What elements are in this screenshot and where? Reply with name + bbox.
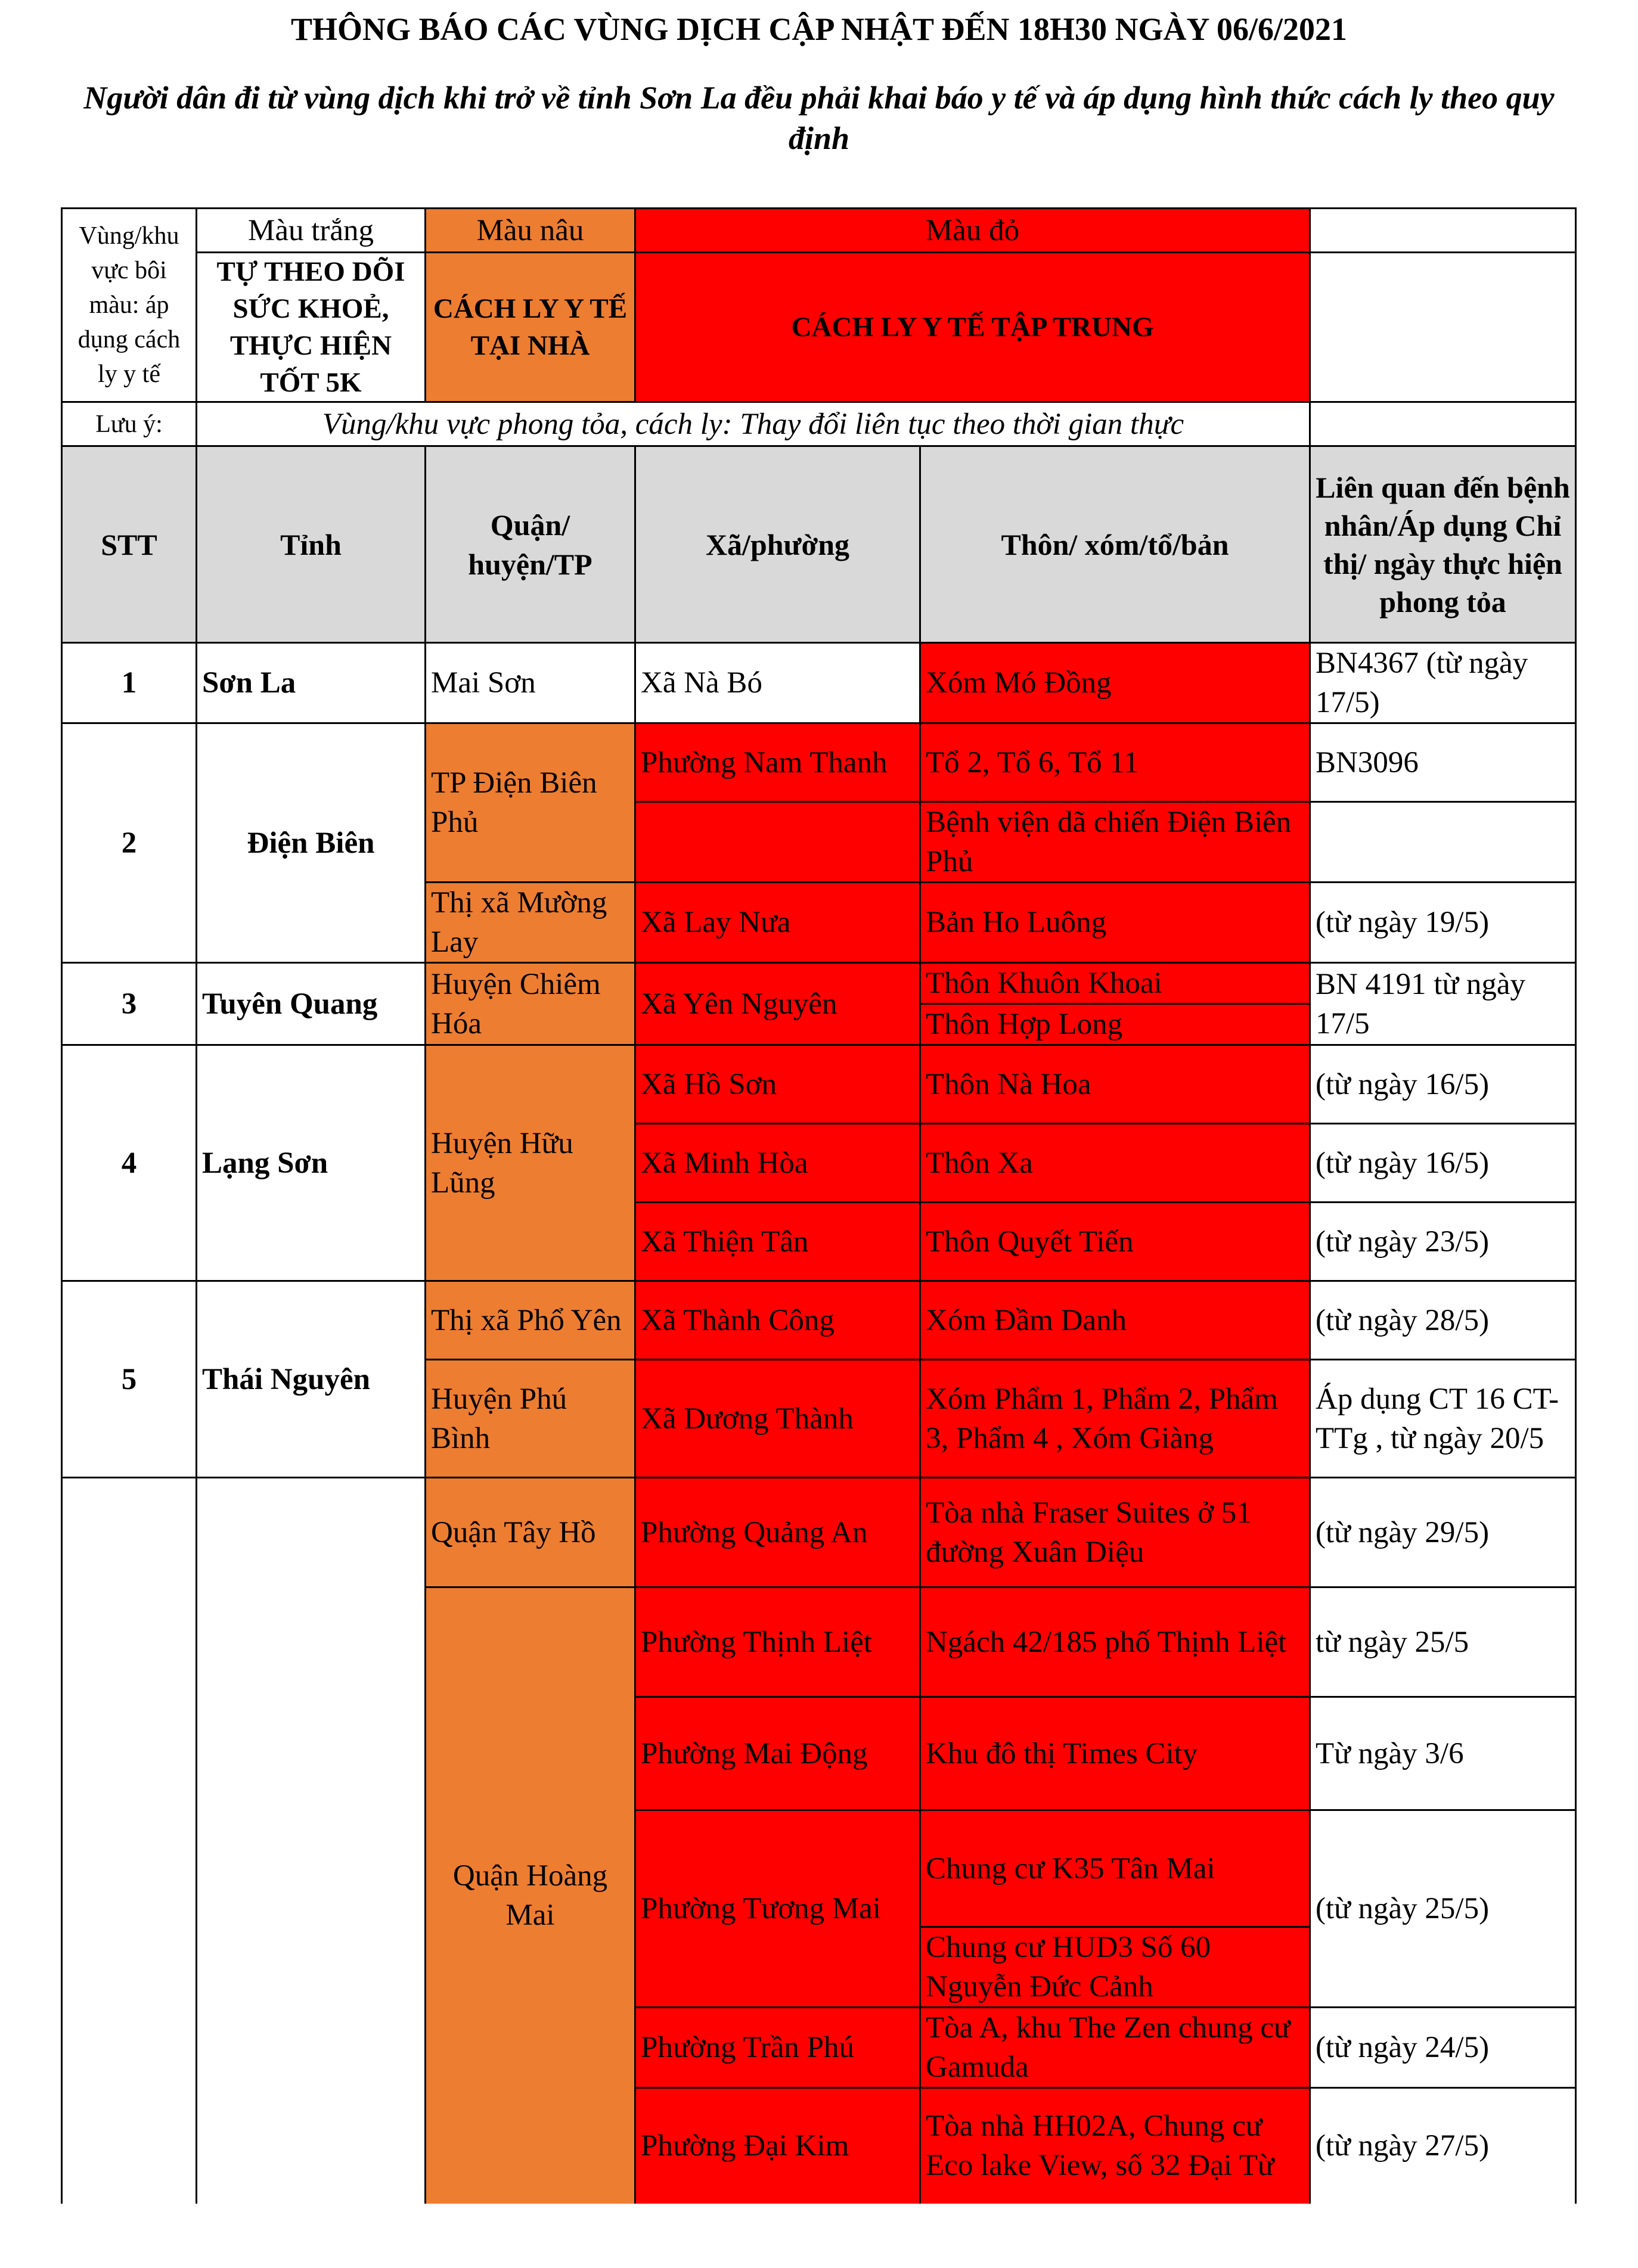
- related-cell: (từ ngày 16/5): [1310, 1045, 1576, 1124]
- legend-empty-cell: [1310, 209, 1576, 253]
- commune-cell: Xã Dương Thành: [635, 1360, 920, 1478]
- village-cell: Chung cư K35 Tân Mai: [920, 1810, 1310, 1927]
- legend-brown-desc: CÁCH LY Y TẾ TẠI NHÀ: [426, 253, 635, 402]
- commune-cell: Phường Quảng An: [635, 1478, 920, 1587]
- page-subtitle: Người dân đi từ vùng dịch khi trở về tỉnh Sơn La đều phải khai báo y tế và áp dụng hình thức cách ly theo quy định: [83, 80, 1555, 156]
- legend-white-desc: TỰ THEO DÕI SỨC KHOẺ, THỰC HIỆN TỐT 5K: [197, 253, 426, 402]
- commune-cell: Phường Đại Kim: [635, 2088, 920, 2204]
- stt-cell: 4: [62, 1045, 197, 1281]
- commune-cell: Xã Lay Nưa: [635, 883, 920, 963]
- commune-cell: Phường Thịnh Liệt: [635, 1587, 920, 1697]
- header-commune: Xã/phường: [635, 446, 920, 643]
- village-cell: Chung cư HUD3 Số 60 Nguyễn Đức Cảnh: [920, 1927, 1310, 2008]
- province-cell: Tuyên Quang: [197, 963, 426, 1045]
- header-stt: STT: [62, 446, 197, 643]
- village-cell: Thôn Hợp Long: [920, 1004, 1310, 1045]
- province-cell: Lạng Sơn: [197, 1045, 426, 1281]
- legend-label: Vùng/khu vực bôi màu: áp dụng cách ly y tế: [62, 209, 197, 402]
- village-cell: Thôn Khuôn Khoai: [920, 963, 1310, 1004]
- related-cell: (từ ngày 29/5): [1310, 1478, 1576, 1587]
- village-cell: Tòa nhà Fraser Suites ở 51 đường Xuân Diệu: [920, 1478, 1310, 1587]
- stt-cell: 2: [62, 723, 197, 963]
- commune-cell-empty: [635, 802, 920, 883]
- related-cell: BN 4191 từ ngày 17/5: [1310, 963, 1576, 1045]
- village-cell: Xóm Phẩm 1, Phẩm 2, Phẩm 3, Phẩm 4 , Xóm Giàng: [920, 1360, 1310, 1478]
- related-cell: (từ ngày 25/5): [1310, 1810, 1576, 2008]
- commune-cell: Xã Hồ Sơn: [635, 1045, 920, 1124]
- stt-cell: 3: [62, 963, 197, 1045]
- table-row: [62, 963, 1576, 1004]
- stt-cell: 5: [62, 1281, 197, 1478]
- related-cell: Từ ngày 3/6: [1310, 1697, 1576, 1810]
- legend-empty-cell: [1310, 253, 1576, 402]
- note-text: Vùng/khu vực phong tỏa, cách ly: Thay đổi liên tục theo thời gian thực: [197, 402, 1310, 446]
- legend-red-desc: CÁCH LY Y TẾ TẬP TRUNG: [635, 253, 1310, 402]
- table-row: [62, 1045, 1576, 1124]
- related-cell: BN4367 (từ ngày 17/5): [1310, 643, 1576, 723]
- related-cell: (từ ngày 24/5): [1310, 2008, 1576, 2088]
- commune-cell: Xã Nà Bó: [635, 643, 920, 723]
- related-cell: (từ ngày 16/5): [1310, 1124, 1576, 1203]
- related-cell: (từ ngày 28/5): [1310, 1281, 1576, 1360]
- district-cell: Huyện Hữu Lũng: [426, 1045, 635, 1281]
- note-empty-cell: [1310, 402, 1576, 446]
- related-cell: (từ ngày 19/5): [1310, 883, 1576, 963]
- province-cell: Thái Nguyên: [197, 1281, 426, 1478]
- district-cell: Thị xã Phổ Yên: [426, 1281, 635, 1360]
- related-cell: (từ ngày 27/5): [1310, 2088, 1576, 2204]
- village-cell: Ngách 42/185 phố Thịnh Liệt: [920, 1587, 1310, 1697]
- legend-white-name: Màu trắng: [197, 209, 426, 253]
- related-cell: Áp dụng CT 16 CT-TTg , từ ngày 20/5: [1310, 1360, 1576, 1478]
- commune-cell: Xã Thiện Tân: [635, 1203, 920, 1281]
- commune-cell: Phường Trần Phú: [635, 2008, 920, 2088]
- commune-cell: Xã Yên Nguyên: [635, 963, 920, 1045]
- village-cell: Bản Ho Luông: [920, 883, 1310, 963]
- village-cell: Xóm Đầm Danh: [920, 1281, 1310, 1360]
- related-cell-empty: [1310, 802, 1576, 883]
- table-row: [62, 723, 1576, 802]
- related-cell: từ ngày 25/5: [1310, 1587, 1576, 1697]
- legend-red-name: Màu đỏ: [635, 209, 1310, 253]
- district-cell: Thị xã Mường Lay: [426, 883, 635, 963]
- province-cell: Sơn La: [197, 643, 426, 723]
- commune-cell: Phường Mai Động: [635, 1697, 920, 1810]
- village-cell: Tòa A, khu The Zen chung cư Gamuda: [920, 2008, 1310, 2088]
- commune-cell: Phường Nam Thanh: [635, 723, 920, 802]
- district-cell: Mai Sơn: [426, 643, 635, 723]
- stt-cell-empty: [62, 1478, 197, 2204]
- commune-cell: Phường Tương Mai: [635, 1810, 920, 2008]
- legend-brown-name: Màu nâu: [426, 209, 635, 253]
- district-cell: Huyện Phú Bình: [426, 1360, 635, 1478]
- header-related: Liên quan đến bệnh nhân/Áp dụng Chỉ thị/ ngày thực hiện phong tỏa: [1310, 446, 1576, 643]
- province-cell-empty: [197, 1478, 426, 2204]
- commune-cell: Xã Minh Hòa: [635, 1124, 920, 1203]
- district-cell: Huyện Chiêm Hóa: [426, 963, 635, 1045]
- village-cell: Tòa nhà HH02A, Chung cư Eco lake View, số 32 Đại Từ: [920, 2088, 1310, 2204]
- district-cell: Quận Tây Hồ: [426, 1478, 635, 1587]
- commune-cell: Xã Thành Công: [635, 1281, 920, 1360]
- table-row: [62, 643, 1576, 723]
- epidemic-zone-table: [61, 207, 1577, 2204]
- village-cell: Khu đô thị Times City: [920, 1697, 1310, 1810]
- village-cell: Thôn Quyết Tiến: [920, 1203, 1310, 1281]
- table-row: [62, 1478, 1576, 1587]
- stt-cell: 1: [62, 643, 197, 723]
- village-cell: Bệnh viện dã chiến Điện Biên Phủ: [920, 802, 1310, 883]
- related-cell: BN3096: [1310, 723, 1576, 802]
- district-cell: TP Điện Biên Phủ: [426, 723, 635, 883]
- village-cell: Tổ 2, Tổ 6, Tổ 11: [920, 723, 1310, 802]
- header-village: Thôn/ xóm/tổ/bản: [920, 446, 1310, 643]
- header-province: Tỉnh: [197, 446, 426, 643]
- related-cell: (từ ngày 23/5): [1310, 1203, 1576, 1281]
- village-cell: Thôn Nà Hoa: [920, 1045, 1310, 1124]
- village-cell: Xóm Mó Đồng: [920, 643, 1310, 723]
- province-cell: Điện Biên: [197, 723, 426, 963]
- village-cell: Thôn Xa: [920, 1124, 1310, 1203]
- district-cell: Quận Hoàng Mai: [426, 1587, 635, 2204]
- page-title: THÔNG BÁO CÁC VÙNG DỊCH CẬP NHẬT ĐẾN 18H30 NGÀY 06/6/2021: [290, 11, 1348, 47]
- header-district: Quận/ huyện/TP: [426, 446, 635, 643]
- note-label: Lưu ý:: [62, 402, 197, 446]
- table-row: [62, 1281, 1576, 1360]
